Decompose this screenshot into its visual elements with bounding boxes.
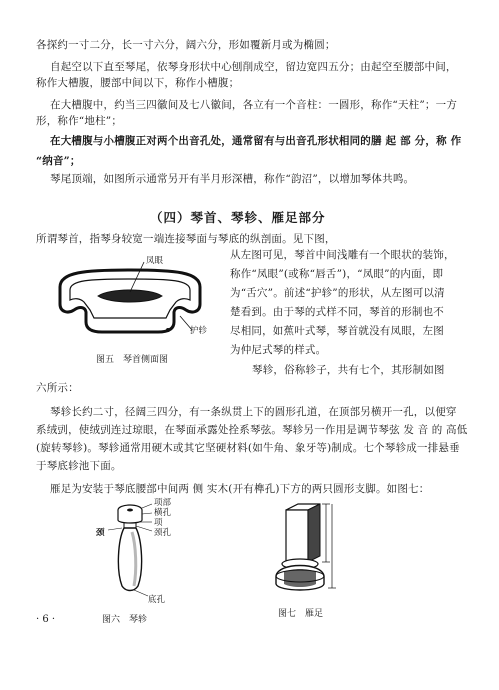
text-line: (旋转琴轸)。琴轸通常用硬木或其它坚硬材料(如牛角、象牙等)制成。七个琴轸成一排悬垂 xyxy=(36,442,460,454)
text-line: “纳音”； xyxy=(36,155,81,167)
text-line: 称作大槽腹，腰部中间以下，称作小槽腹； xyxy=(36,77,240,89)
text-line: 称作“凤眼”(或称“唇舌”)，“凤眼”的内面，即 xyxy=(230,268,444,280)
page-number: · 6 · xyxy=(36,614,56,625)
figure-goose-foot xyxy=(262,492,352,602)
text-line: 为仲尼式琴的样式。 xyxy=(230,344,327,356)
text-line: 尽相同，如蕉叶式琴，琴首就没有凤眼，左图 xyxy=(230,325,444,337)
text-line: 系绒剅，使绒剅连过琼眼，在琴面承露处拴系琴弦。琴轸另一作用是调节琴弦 发 音 的 高低 xyxy=(36,424,468,436)
text-line: 雁足为安装于琴底腰部中间两 侧 实木(开有榫孔)下方的两只圆形支脚。如图七： xyxy=(50,483,430,495)
text-line: 琴尾顶端，如图所示通常另开有半月形深槽，称作“韵沼”，以增加琴体共鸣。 xyxy=(50,173,415,185)
figure-qin-head-side-view xyxy=(40,252,220,362)
text-line: 六所示： xyxy=(36,382,79,394)
figure-qin-peg xyxy=(90,500,200,600)
text-line: 楚看到。由于琴的式样不同，琴首的形制也不 xyxy=(230,306,444,318)
text-line: 自起空以下直至琴尾，依琴身形状中心刨削成空，留边宽四五分；由起空至腰部中间， xyxy=(50,61,457,73)
figure-caption: 图五 琴首侧面图 xyxy=(96,355,169,365)
text-line: 形，称作“地柱”； xyxy=(36,115,123,127)
figure-label: 底孔 xyxy=(148,595,166,605)
figure-label: 护轸 xyxy=(190,326,208,336)
figure-label: 横孔 xyxy=(154,508,172,518)
text-line: 所谓琴首，指琴身较宽一端连接琴面与琴底的纵剖面。见下图， xyxy=(36,233,336,245)
section-heading: （四）琴首、琴轸、雁足部分 xyxy=(150,210,326,225)
text-line: 于琴底轸池下面。 xyxy=(36,460,122,472)
figure-label: 颈孔 xyxy=(154,528,172,538)
text-line: 从左图可见，琴首中间浅雕有一个眼状的装饰， xyxy=(230,249,455,261)
text-line: 琴轸，俗称轸子，共有七个，其形制如图 xyxy=(252,364,445,376)
text-line: 在大槽腹中，约当三四徽间及七八徽间，各立有一个音柱：一圆形，称作“天柱”；一方 xyxy=(50,99,458,111)
figure-caption: 图七 雁足 xyxy=(278,609,324,619)
text-line: 各探约一寸二分，长一寸六分，阔六分，形如覆新月或为椭圆； xyxy=(36,39,336,51)
figure-label: 颈 xyxy=(96,528,105,538)
figure-label: 凤眼 xyxy=(146,256,164,266)
figure-label: 项部 xyxy=(154,498,172,508)
figure-caption: 图六 琴轸 xyxy=(102,615,148,625)
text-line: 琴轸长约二寸，径阔三四分，有一条纵贯上下的圆形孔道，在顶部另横开一孔，以便穿 xyxy=(50,406,457,418)
figure-label: 项 xyxy=(154,518,163,528)
text-line: 在大槽腹与小槽腹正对两个出音孔处，通常留有与出音孔形状相同的膳 起 部 分，称 作 xyxy=(50,135,462,147)
text-line: 为“舌穴”。前述“护轸”的形状，从左图可以清 xyxy=(230,287,445,299)
